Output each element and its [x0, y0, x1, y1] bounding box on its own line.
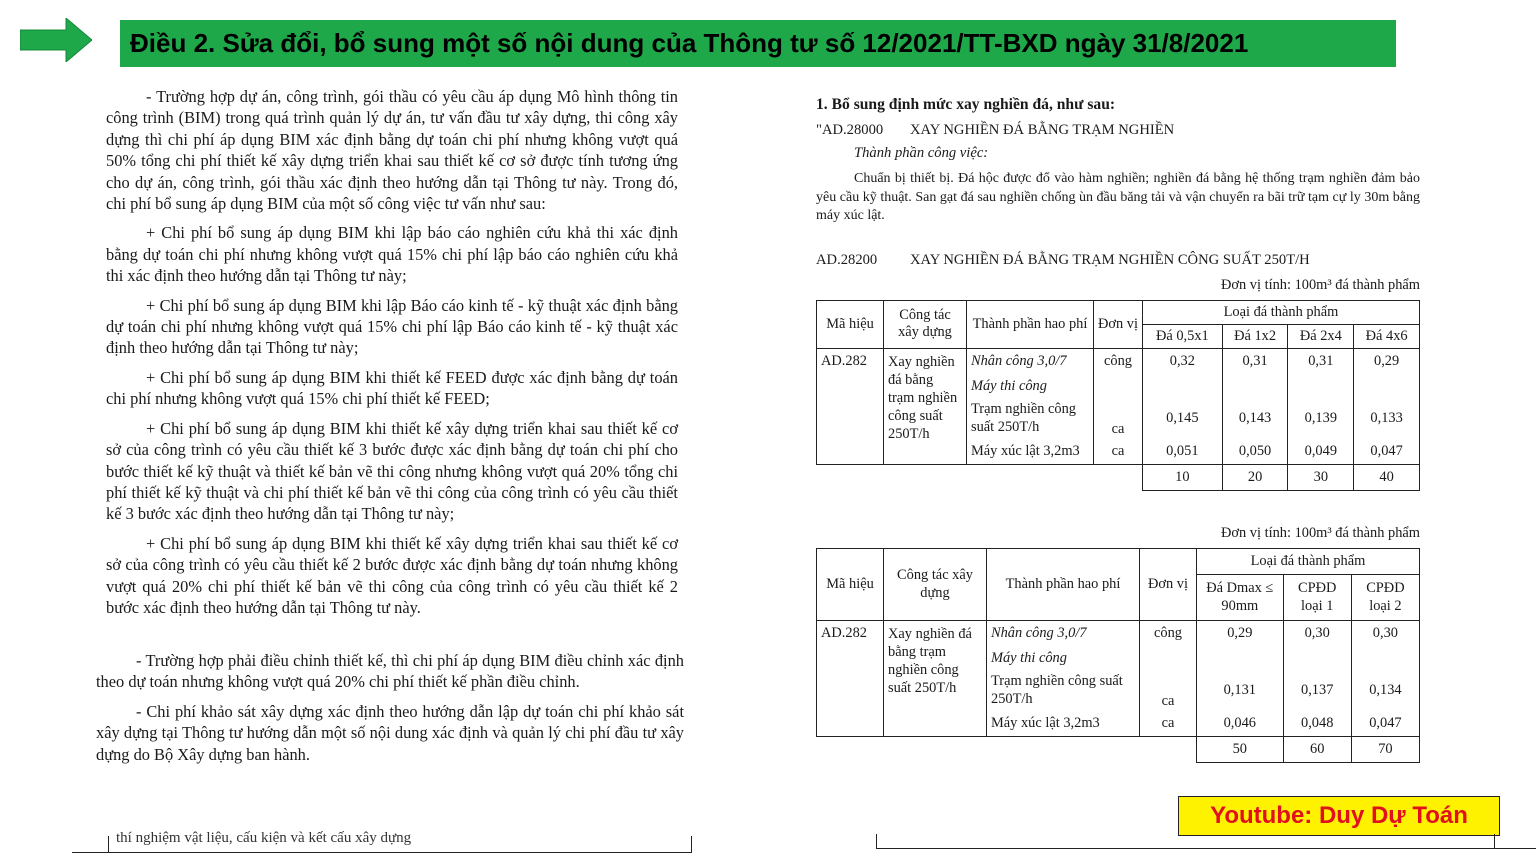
right-arrow-icon [20, 18, 92, 62]
row-unit [1140, 646, 1197, 670]
column-header: Đá 0,5x1 [1143, 324, 1223, 348]
header-unit: Đơn vị [1094, 300, 1143, 348]
table-cell [1197, 646, 1284, 670]
page-title: Điều 2. Sửa đổi, bổ sung một số nội dung của Thông tư số 12/2021/TT-BXD ngày 31/8/2021 [130, 28, 1249, 58]
row-component: Trạm nghiền công suất 250T/h [967, 398, 1094, 438]
row-unit: ca [1140, 710, 1197, 736]
norm-table-1 [816, 300, 1420, 491]
header-work: Công tác xây dựng [884, 300, 967, 348]
norm-title: XAY NGHIỀN ĐÁ BẰNG TRẠM NGHIỀN [910, 122, 1175, 138]
column-number: 60 [1283, 736, 1351, 762]
table-cell: 0,048 [1283, 710, 1351, 736]
row-component: Máy xúc lật 3,2m3 [987, 710, 1140, 736]
right-page-footer [876, 838, 1536, 849]
table-cell [1222, 374, 1288, 398]
paragraph: - Trường hợp dự án, công trình, gói thầu có yêu cầu áp dụng Mô hình thông tin công trình (BIM) trong quá trình quản lý dự án, tư vấn đầu tư xây dựng, thi công xây dựng thì chi phí áp dụng BIM xác định bằng dự toán chi phí nhưng không vượt quá 50% tổng chi phí thiết kế xây dựng triển khai sau thiết kế cơ sở được tính tương ứng cho dự án, công trình, gói thầu xác định theo hướng dẫn tại Thông tư này. Trong đó, chi phí bổ sung áp dụng BIM của một số công việc tư vấn như sau: [106, 87, 678, 214]
column-number: 70 [1351, 736, 1419, 762]
paragraph: - Trường hợp phải điều chỉnh thiết kế, thì chi phí áp dụng BIM điều chỉnh xác định theo dự toán nhưng không vượt quá 20% chi phí thiết kế phần điều chỉnh. [96, 651, 684, 692]
header-unit: Đơn vị [1140, 548, 1197, 620]
table-cell: 0,29 [1354, 348, 1420, 374]
table-cell: 0,050 [1222, 438, 1288, 464]
table-cell: 0,31 [1222, 348, 1288, 374]
row-component: Trạm nghiền công suất 250T/h [987, 670, 1140, 710]
table-cell: 0,049 [1288, 438, 1354, 464]
paragraph: + Chi phí bổ sung áp dụng BIM khi lập Báo cáo kinh tế - kỹ thuật xác định bằng dự toán chi phí nhưng không vượt quá 15% chi phí lập Báo cáo kinh tế - kỹ thuật xác định theo hướng dẫn tại Thông tư này; [106, 295, 678, 358]
youtube-label: Youtube: Duy Dự Toán [1210, 802, 1468, 829]
row-work: Xay nghiền đá bằng trạm nghiền công suất 250T/h [884, 348, 967, 464]
row-code: AD.282 [817, 348, 884, 464]
norm-code: "AD.28000 [816, 122, 884, 138]
row-unit: ca [1094, 398, 1143, 438]
row-component: Máy xúc lật 3,2m3 [967, 438, 1094, 464]
work-label: Thành phần công việc: [854, 145, 989, 161]
row-code: AD.282 [817, 620, 884, 736]
column-header: Đá 2x4 [1288, 324, 1354, 348]
row-component: Nhân công 3,0/7 [967, 348, 1094, 374]
work-description: Chuẩn bị thiết bị. Đá hộc được đổ vào hàm nghiền; nghiền đá bằng hệ thống trạm nghiền đảm bảo yêu cầu kỹ thuật. San gạt đá sau nghiền chống ùn đầu băng tải và vận chuyển ra bãi trữ tạm cự ly 30m bằng máy xúc lật. [816, 171, 1420, 224]
column-number: 40 [1354, 464, 1420, 490]
header-component: Thành phần hao phí [987, 548, 1140, 620]
table-cell [1288, 374, 1354, 398]
column-header: Đá Dmax ≤ 90mm [1197, 574, 1284, 620]
norm-table-2 [816, 548, 1420, 763]
norm-code-line [816, 122, 1420, 139]
header-code: Mã hiệu [817, 548, 884, 620]
table-cell: 0,046 [1197, 710, 1284, 736]
row-component: Máy thi công [987, 646, 1140, 670]
row-component: Nhân công 3,0/7 [987, 620, 1140, 646]
column-number: 20 [1222, 464, 1288, 490]
youtube-badge [1178, 796, 1500, 836]
table-cell [1283, 646, 1351, 670]
table-cell: 0,29 [1197, 620, 1284, 646]
table-cell: 0,143 [1222, 398, 1288, 438]
table-cell: 0,31 [1288, 348, 1354, 374]
row-unit: ca [1094, 438, 1143, 464]
column-number: 50 [1197, 736, 1284, 762]
header-code: Mã hiệu [817, 300, 884, 348]
column-header: CPĐD loại 2 [1351, 574, 1419, 620]
table-cell: 0,051 [1143, 438, 1223, 464]
norm-code: AD.28200 [816, 251, 878, 268]
table-cell: 0,131 [1197, 670, 1284, 710]
table-cell: 0,32 [1143, 348, 1223, 374]
header-component: Thành phần hao phí [967, 300, 1094, 348]
table-cell [1351, 646, 1419, 670]
unit-line: Đơn vị tính: 100m³ đá thành phẩm [1221, 524, 1420, 541]
footer-text: thí nghiệm vật liệu, cấu kiện và kết cấu xây dựng [116, 830, 412, 846]
paragraph: + Chi phí bổ sung áp dụng BIM khi lập báo cáo nghiên cứu khả thi xác định bằng dự toán chi phí nhưng không vượt quá 15% chi phí lập báo cáo nghiên cứu khả thi xác định theo hướng dẫn tại Thông tư này; [106, 223, 678, 286]
table-cell [1143, 374, 1223, 398]
right-document [816, 92, 1420, 763]
left-document [96, 86, 686, 722]
paragraph: - Chi phí khảo sát xây dựng xác định theo hướng dẫn lập dự toán chi phí khảo sát xây dựng tại Thông tư hướng dẫn một số nội dung xác định và quản lý chi phí đầu tư xây dựng do Bộ Xây dựng ban hành. [96, 701, 684, 764]
column-number: 30 [1288, 464, 1354, 490]
norm-title: XAY NGHIỀN ĐÁ BẰNG TRẠM NGHIỀN CÔNG SUẤT 250T/H [910, 251, 1310, 268]
column-header: Đá 1x2 [1222, 324, 1288, 348]
row-unit [1094, 374, 1143, 398]
header-group: Loại đá thành phẩm [1197, 548, 1420, 574]
row-work: Xay nghiền đá bằng trạm nghiền công suất 250T/h [884, 620, 987, 736]
table-cell: 0,30 [1283, 620, 1351, 646]
row-component: Máy thi công [967, 374, 1094, 398]
left-page-footer [72, 828, 692, 853]
table-cell: 0,139 [1288, 398, 1354, 438]
header-work: Công tác xây dựng [884, 548, 987, 620]
column-header: CPĐD loại 1 [1283, 574, 1351, 620]
table-cell: 0,047 [1354, 438, 1420, 464]
table-cell: 0,137 [1283, 670, 1351, 710]
table-cell: 0,134 [1351, 670, 1419, 710]
row-unit: công [1094, 348, 1143, 374]
table-cell: 0,145 [1143, 398, 1223, 438]
paragraph: + Chi phí bổ sung áp dụng BIM khi thiết kế FEED được xác định bằng dự toán chi phí nhưng không vượt quá 15% chi phí thiết kế FEED; [106, 367, 678, 409]
column-header: Đá 4x6 [1354, 324, 1420, 348]
section-heading: 1. Bổ sung định mức xay nghiền đá, như sau: [816, 96, 1116, 113]
title-bar [120, 20, 1396, 67]
table-cell [1354, 374, 1420, 398]
table-cell: 0,133 [1354, 398, 1420, 438]
table-cell: 0,30 [1351, 620, 1419, 646]
left-document-excerpt [96, 86, 686, 722]
norm-code-line [816, 252, 1420, 269]
column-number: 10 [1143, 464, 1223, 490]
header-group: Loại đá thành phẩm [1143, 300, 1420, 324]
row-unit: ca [1140, 670, 1197, 710]
row-unit: công [1140, 620, 1197, 646]
paragraph: + Chi phí bổ sung áp dụng BIM khi thiết kế xây dựng triển khai sau thiết kế cơ sở của công trình có yêu cầu thiết kế 2 bước được xác định bằng dự toán nhưng không vượt quá 20% chi phí thiết kế bản vẽ thi công của công trình có yêu cầu thiết kế 2 bước xác định theo hướng dẫn tại Thông tư này. [106, 533, 678, 617]
paragraph: + Chi phí bổ sung áp dụng BIM khi thiết kế xây dựng triển khai sau thiết kế cơ sở của công trình có yêu cầu thiết kế 3 bước được xác định bằng dự toán chi phí cho bước thiết kế kỹ thuật và thiết kế bản vẽ thi công nhưng không vượt quá 20% tổng chi phí thiết kế kỹ thuật và chi phí thiết kế bản vẽ thi công của công trình có yêu cầu thiết kế 3 bước xác định theo hướng dẫn tại Thông tư này; [106, 418, 678, 524]
table-cell: 0,047 [1351, 710, 1419, 736]
left-document-part2 [96, 650, 684, 773]
unit-line: Đơn vị tính: 100m³ đá thành phẩm [1221, 276, 1420, 293]
